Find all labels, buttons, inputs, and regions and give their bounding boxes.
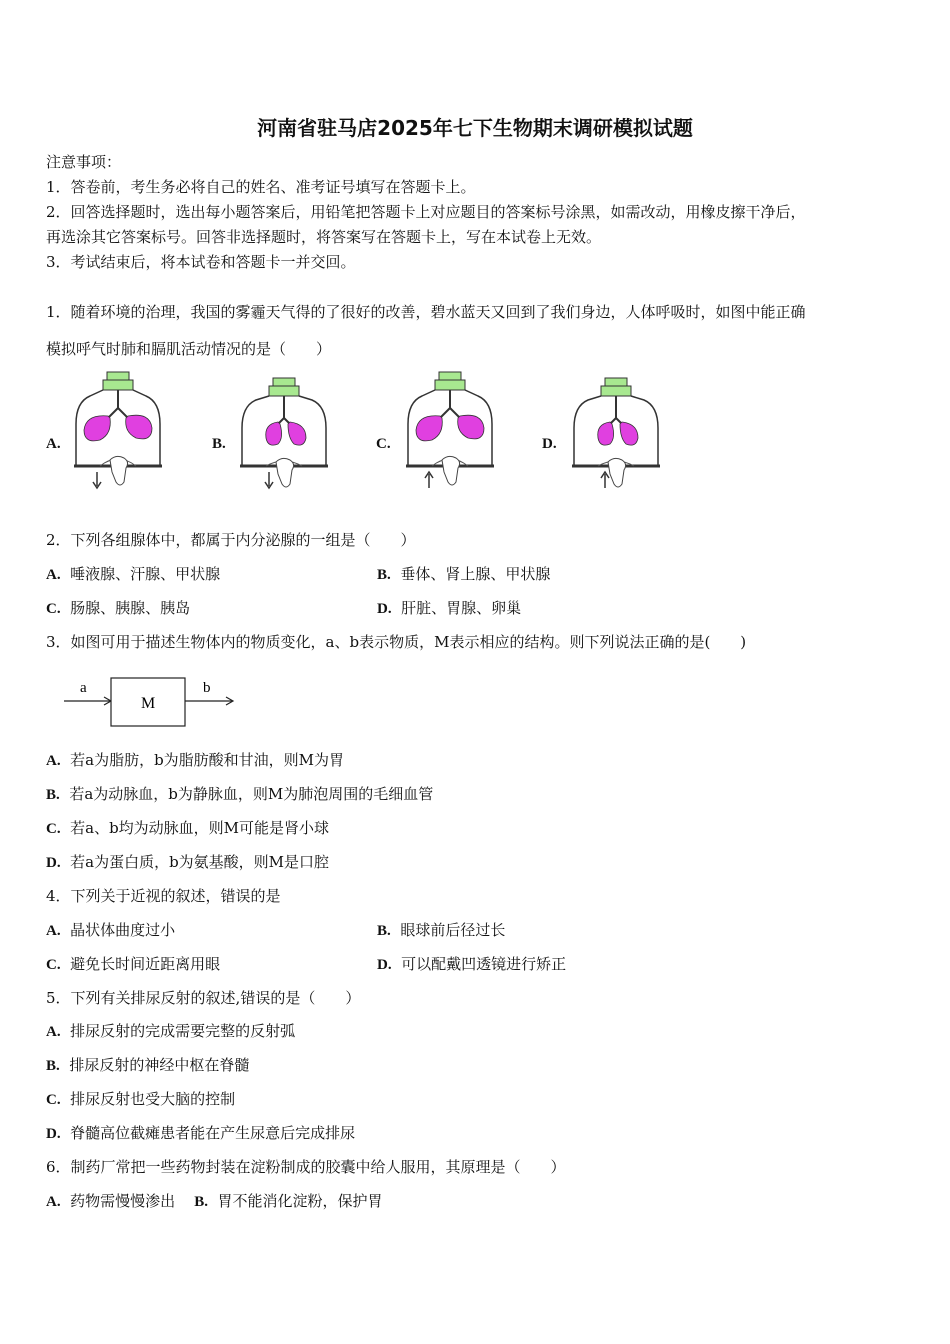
q2-option-d[interactable] [377, 598, 521, 619]
q3-option-d-text: 若a为蛋白质，b为氨基酸，则M是口腔 [70, 853, 330, 871]
q5-option-a-text: 排尿反射的完成需要完整的反射弧 [70, 1022, 296, 1040]
q5-option-d-text: 脊髓高位截瘫患者能在产生尿意后完成排尿 [70, 1124, 356, 1142]
q4-option-a-text: 晶状体曲度过小 [70, 921, 176, 939]
q4-option-d[interactable] [377, 954, 566, 975]
q5-option-d-label: D. [46, 1126, 61, 1142]
q2-option-b-text: 垂体、肾上腺、甲状腺 [400, 565, 551, 583]
q4-option-c-label: C. [46, 957, 61, 973]
q4-stem: 4．下列关于近视的叙述，错误的是 [46, 887, 281, 905]
q5-option-b[interactable] [46, 1055, 249, 1076]
q3-fig-m: M [141, 695, 156, 712]
q3-option-d-label: D. [46, 855, 61, 871]
q6-stem: 6．制药厂常把一些药物封装在淀粉制成的胶囊中给人服用，其原理是（ ） [46, 1158, 566, 1176]
q4-option-a[interactable] [46, 920, 175, 941]
q5-option-b-label: B. [46, 1058, 60, 1074]
q1-stem-line1: 1．随着环境的治理，我国的雾霾天气得的了很好的改善，碧水蓝天又回到了我们身边，人体呼吸时，如图中能正确 [46, 303, 806, 321]
q1-label-b: B. [212, 436, 226, 452]
q4-option-a-label: A. [46, 923, 61, 939]
q1-stem-line2: 模拟呼气时肺和膈肌活动情况的是（ ） [46, 340, 332, 358]
q6-option-b-text: 胃不能消化淀粉，保护胃 [217, 1192, 383, 1210]
q3-option-c[interactable] [46, 818, 329, 839]
q4-option-d-label: D. [377, 957, 392, 973]
notice-heading: 注意事项： [46, 153, 122, 171]
q1-label-d: D. [542, 436, 557, 452]
q3-option-d[interactable] [46, 852, 329, 873]
q5-option-c-label: C. [46, 1092, 61, 1108]
bell-jar-figure-c [402, 368, 498, 494]
notice-item-2: 2．回答选择题时，选出每小题答案后，用铅笔把答题卡上对应题目的答案标号涂黑，如需改动，用橡皮擦干净后， [46, 203, 806, 221]
q4-option-b-text: 眼球前后径过长 [400, 921, 506, 939]
q5-option-b-text: 排尿反射的神经中枢在脊髓 [69, 1056, 250, 1074]
notice-item-3: 3．考试结束后，将本试卷和答题卡一并交回。 [46, 253, 356, 271]
q1-label-a: A. [46, 436, 61, 452]
q2-option-a[interactable] [46, 564, 220, 585]
bell-jar-figure-d [568, 368, 664, 494]
q5-option-c[interactable] [46, 1089, 235, 1110]
notice-item-2-cont: 再选涂其它答案标号。回答非选择题时，将答案写在答题卡上，写在本试卷上无效。 [46, 228, 602, 246]
q5-option-d[interactable] [46, 1123, 355, 1144]
q3-option-c-label: C. [46, 821, 61, 837]
q6-option-b-label: B. [194, 1194, 208, 1210]
q6-option-a-label: A. [46, 1194, 61, 1210]
q3-fig-a: a [80, 680, 87, 696]
q2-option-c[interactable] [46, 598, 190, 619]
q5-option-c-text: 排尿反射也受大脑的控制 [70, 1090, 236, 1108]
q3-option-a-text: 若a为脂肪，b为脂肪酸和甘油，则M为胃 [70, 751, 345, 769]
bell-jar-figure-b [236, 368, 332, 494]
notice-item-1: 1．答卷前，考生务必将自己的姓名、准考证号填写在答题卡上。 [46, 178, 476, 196]
q5-stem: 5．下列有关排尿反射的叙述,错误的是（ ） [46, 989, 361, 1007]
q2-option-d-label: D. [377, 601, 392, 617]
q2-option-b[interactable] [377, 564, 550, 585]
q6-option-a-text: 药物需慢慢渗出 [70, 1192, 176, 1210]
q4-option-b[interactable] [377, 920, 505, 941]
q3-stem: 3．如图可用于描述生物体内的物质变化，a、b表示物质，M表示相应的结构。则下列说法正确的是( ) [46, 633, 747, 651]
q4-option-b-label: B. [377, 923, 391, 939]
q6-option-a[interactable] [46, 1192, 175, 1210]
q2-option-b-label: B. [377, 567, 391, 583]
q2-option-c-text: 肠腺、胰腺、胰岛 [70, 599, 191, 617]
q2-option-a-text: 唾液腺、汗腺、甲状腺 [70, 565, 221, 583]
q2-option-c-label: C. [46, 601, 61, 617]
q3-flow-diagram [60, 672, 250, 732]
bell-jar-figure-a [70, 368, 166, 494]
q1-label-c: C. [376, 436, 391, 452]
q3-option-c-text: 若a、b均为动脉血，则M可能是肾小球 [70, 819, 330, 837]
q3-option-a-label: A. [46, 753, 61, 769]
q2-option-a-label: A. [46, 567, 61, 583]
q3-option-b-text: 若a为动脉血，b为静脉血，则M为肺泡周围的毛细血管 [69, 785, 434, 803]
q6-options-row [46, 1191, 383, 1212]
q3-option-a[interactable] [46, 750, 344, 771]
q4-option-c[interactable] [46, 954, 220, 975]
q2-stem: 2．下列各组腺体中，都属于内分泌腺的一组是（ ） [46, 531, 416, 549]
q3-option-b-label: B. [46, 787, 60, 803]
q4-option-d-text: 可以配戴凹透镜进行矫正 [401, 955, 567, 973]
q5-option-a[interactable] [46, 1021, 295, 1042]
q5-option-a-label: A. [46, 1024, 61, 1040]
q6-option-b[interactable] [194, 1192, 382, 1210]
q2-option-d-text: 肝脏、胃腺、卵巢 [401, 599, 522, 617]
page-title: 河南省驻马店2025年七下生物期末调研模拟试题 [257, 116, 693, 140]
q3-fig-b: b [203, 680, 211, 696]
q3-option-b[interactable] [46, 784, 433, 805]
q4-option-c-text: 避免长时间近距离用眼 [70, 955, 221, 973]
